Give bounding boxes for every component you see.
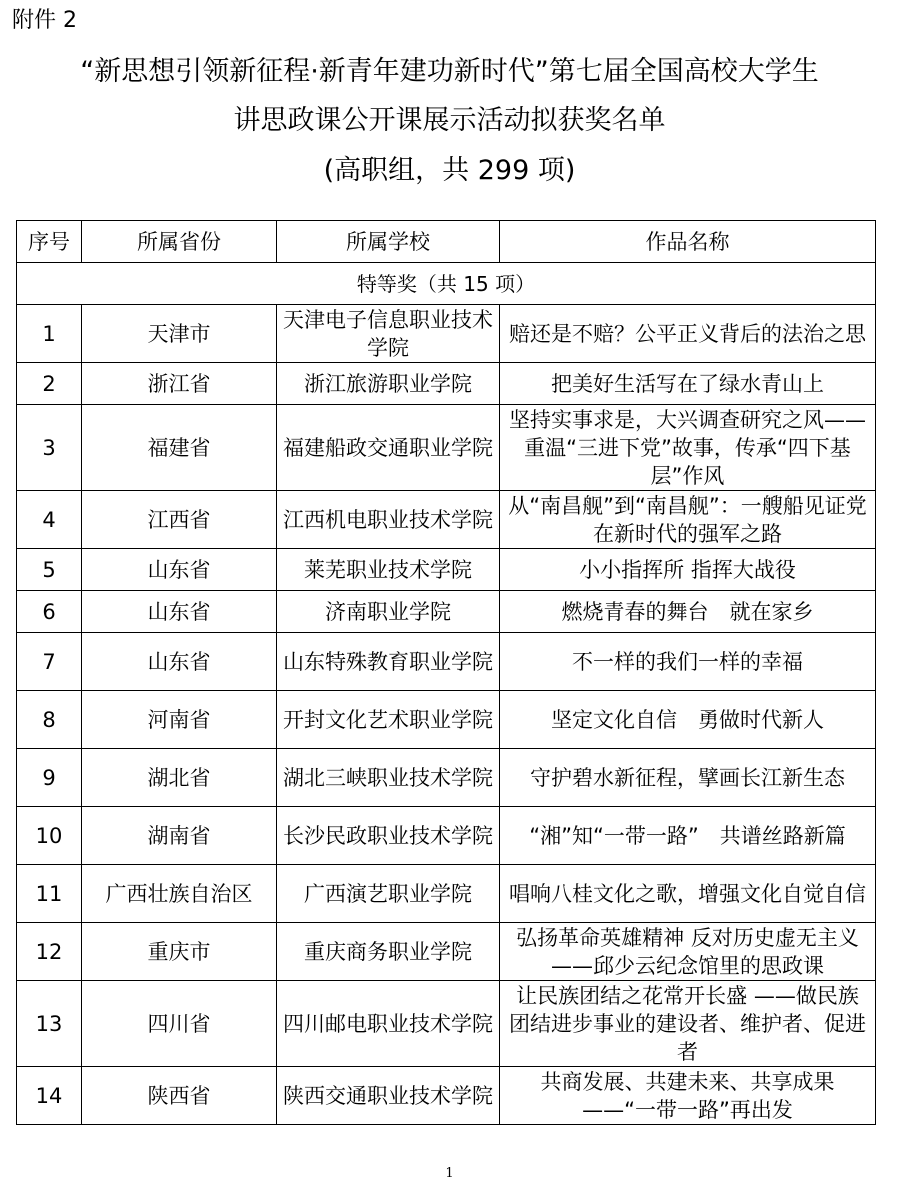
province-cell: 山东省 xyxy=(82,549,277,591)
province-cell: 天津市 xyxy=(82,305,277,363)
school-cell: 浙江旅游职业学院 xyxy=(277,363,500,405)
province-cell: 湖南省 xyxy=(82,807,277,865)
work-title-cell: 守护碧水新征程，擘画长江新生态 xyxy=(500,749,876,807)
column-header-work: 作品名称 xyxy=(500,221,876,263)
row-number-cell: 6 xyxy=(17,591,82,633)
school-cell: 开封文化艺术职业学院 xyxy=(277,691,500,749)
row-number-cell: 7 xyxy=(17,633,82,691)
row-number-cell: 12 xyxy=(17,923,82,981)
school-cell: 长沙民政职业技术学院 xyxy=(277,807,500,865)
school-cell: 广西演艺职业学院 xyxy=(277,865,500,923)
work-title-cell: 从“南昌舰”到“南昌舰”：一艘船见证党在新时代的强军之路 xyxy=(500,491,876,549)
school-cell: 陕西交通职业技术学院 xyxy=(277,1067,500,1125)
table-row xyxy=(17,633,876,691)
province-cell: 广西壮族自治区 xyxy=(82,865,277,923)
row-number-cell: 10 xyxy=(17,807,82,865)
work-title-cell: 唱响八桂文化之歌，增强文化自觉自信 xyxy=(500,865,876,923)
province-cell: 江西省 xyxy=(82,491,277,549)
school-cell: 莱芜职业技术学院 xyxy=(277,549,500,591)
table-row xyxy=(17,491,876,549)
table-row xyxy=(17,363,876,405)
work-title-cell: 小小指挥所 指挥大战役 xyxy=(500,549,876,591)
row-number-cell: 1 xyxy=(17,305,82,363)
attachment-label: 附件 2 xyxy=(12,8,77,33)
row-number-cell: 11 xyxy=(17,865,82,923)
province-cell: 福建省 xyxy=(82,405,277,491)
award-list-table xyxy=(16,220,876,1125)
work-title-cell: 坚定文化自信 勇做时代新人 xyxy=(500,691,876,749)
document-title-line-2: 讲思政课公开课展示活动拟获奖名单 xyxy=(233,105,666,136)
province-cell: 陕西省 xyxy=(82,1067,277,1125)
table-row xyxy=(17,305,876,363)
row-number-cell: 4 xyxy=(17,491,82,549)
work-title-cell: 坚持实事求是，大兴调查研究之风——重温“三进下党”故事，传承“四下基层”作风 xyxy=(500,405,876,491)
table-row xyxy=(17,405,876,491)
work-title-cell: 把美好生活写在了绿水青山上 xyxy=(500,363,876,405)
work-title-cell: 共商发展、共建未来、共享成果——“一带一路”再出发 xyxy=(500,1067,876,1125)
school-cell: 重庆商务职业学院 xyxy=(277,923,500,981)
province-cell: 重庆市 xyxy=(82,923,277,981)
work-title-cell: 燃烧青春的舞台 就在家乡 xyxy=(500,591,876,633)
row-number-cell: 9 xyxy=(17,749,82,807)
table-header-row xyxy=(17,221,876,263)
work-title-cell: 让民族团结之花常开长盛 ——做民族团结进步事业的建设者、维护者、促进者 xyxy=(500,981,876,1067)
school-cell: 天津电子信息职业技术学院 xyxy=(277,305,500,363)
province-cell: 浙江省 xyxy=(82,363,277,405)
province-cell: 山东省 xyxy=(82,591,277,633)
work-title-cell: 弘扬革命英雄精神 反对历史虚无主义——邱少云纪念馆里的思政课 xyxy=(500,923,876,981)
document-title-line-3: (高职组，共 299 项) xyxy=(323,155,576,186)
school-cell: 济南职业学院 xyxy=(277,591,500,633)
province-cell: 河南省 xyxy=(82,691,277,749)
table-row xyxy=(17,1067,876,1125)
province-cell: 山东省 xyxy=(82,633,277,691)
table-row xyxy=(17,691,876,749)
row-number-cell: 8 xyxy=(17,691,82,749)
work-title-cell: 不一样的我们一样的幸福 xyxy=(500,633,876,691)
section-label: 特等奖（共 15 项） xyxy=(17,263,876,305)
row-number-cell: 2 xyxy=(17,363,82,405)
row-number-cell: 13 xyxy=(17,981,82,1067)
row-number-cell: 3 xyxy=(17,405,82,491)
row-number-cell: 5 xyxy=(17,549,82,591)
table-row xyxy=(17,923,876,981)
school-cell: 江西机电职业技术学院 xyxy=(277,491,500,549)
column-header-school: 所属学校 xyxy=(277,221,500,263)
work-title-cell: “湘”知“一带一路” 共谱丝路新篇 xyxy=(500,807,876,865)
table-row xyxy=(17,749,876,807)
table-row xyxy=(17,865,876,923)
table-row xyxy=(17,981,876,1067)
school-cell: 山东特殊教育职业学院 xyxy=(277,633,500,691)
document-title-line-1: “新思想引领新征程·新青年建功新时代”第七届全国高校大学生 xyxy=(80,56,819,87)
school-cell: 福建船政交通职业学院 xyxy=(277,405,500,491)
table-row xyxy=(17,591,876,633)
column-header-number: 序号 xyxy=(17,221,82,263)
table-row xyxy=(17,807,876,865)
page-number: 1 xyxy=(445,1166,454,1181)
province-cell: 湖北省 xyxy=(82,749,277,807)
column-header-province: 所属省份 xyxy=(82,221,277,263)
school-cell: 湖北三峡职业技术学院 xyxy=(277,749,500,807)
work-title-cell: 赔还是不赔？公平正义背后的法治之思 xyxy=(500,305,876,363)
school-cell: 四川邮电职业技术学院 xyxy=(277,981,500,1067)
table-row xyxy=(17,549,876,591)
section-row-special-award xyxy=(17,263,876,305)
province-cell: 四川省 xyxy=(82,981,277,1067)
row-number-cell: 14 xyxy=(17,1067,82,1125)
